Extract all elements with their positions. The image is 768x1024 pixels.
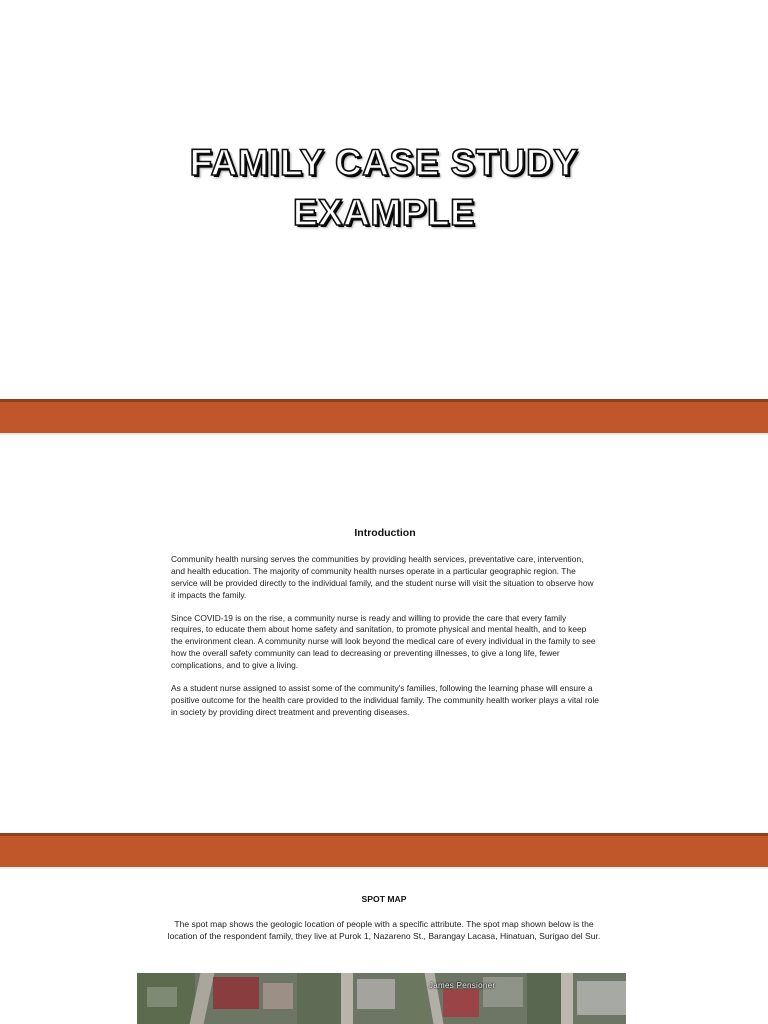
page-separator-band — [0, 399, 768, 433]
document-title-line-1: FAMILY CASE STUDY — [189, 142, 579, 183]
introduction-paragraph-2: Since COVID-19 is on the rise, a community nurse is ready and willing to provide the care that every family requires, to educate them about home safety and sanitation, to promote physical and mental health, and to keep the environment clean. A community nurse will look beyond the medical care of every individual in the family to see how the overall safety community can lead to decreasing or preventing illnesses, to give a long life, fewer complications, and to give a living. — [171, 612, 596, 671]
document-title-line-2: EXAMPLE — [292, 192, 476, 233]
page-separator-band — [0, 833, 768, 867]
map-place-label: James Pensioner — [429, 981, 496, 990]
document-title — [0, 138, 768, 238]
title-page — [0, 0, 768, 400]
spot-map-section — [160, 893, 608, 943]
introduction-heading: Introduction — [354, 527, 416, 539]
introduction-section — [171, 528, 599, 730]
spot-map-description: The spot map shows the geologic location of people with a specific attribute. The spot map shown below is the location of the respondent family, they live at Purok 1, Nazareno St., Barangay Lacasa, Hinatuan, Surigao del Sur. — [167, 918, 601, 942]
satellite-map-image — [137, 973, 626, 1024]
introduction-paragraph-1: Community health nursing serves the communities by providing health services, preventative care, intervention, and health education. The majority of community health nurses operate in a particular geographic region. The service will be provided directly to the individual family, and the student nurse will visit the situation to observe how it impacts the family. — [171, 553, 594, 600]
spot-map-heading: SPOT MAP — [361, 894, 407, 904]
introduction-paragraph-3: As a student nurse assigned to assist some of the community's families, following the learning phase will ensure a positive outcome for the health care provided to the individual family. The community health worker plays a vital role in society by providing direct treatment and preventing diseases. — [171, 683, 599, 717]
